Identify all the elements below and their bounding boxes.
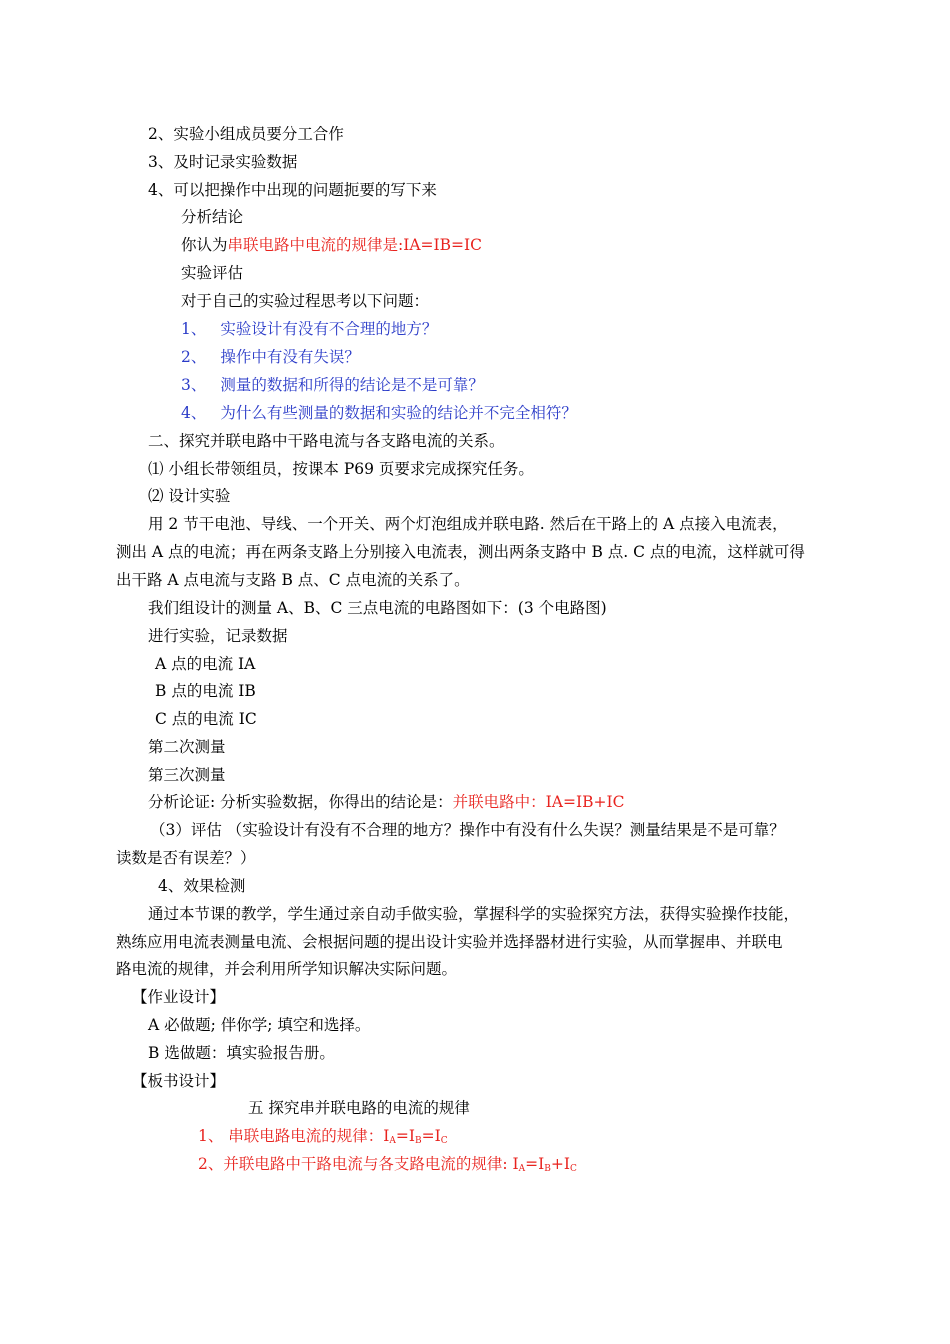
text-span: 2、并联电路中干路电流与各支路电流的规律: I — [198, 1155, 519, 1173]
paragraph-line: 用 2 节干电池、导线、一个开关、两个灯泡组成并联电路. 然后在干路上的 A 点接入电流表， — [148, 515, 788, 533]
text-line: A 必做题; 伴你学; 填空和选择。 — [148, 1016, 371, 1034]
text-line: 读数是否有误差？） — [116, 849, 256, 867]
subscript: A — [389, 1136, 396, 1146]
subscript: C — [440, 1136, 448, 1146]
question-number: 3、 — [181, 376, 207, 394]
section-heading: 分析结论 — [181, 208, 244, 226]
question-item — [181, 375, 484, 395]
board-item-parallel — [198, 1154, 577, 1179]
question-item — [181, 403, 577, 423]
data-row-label: 第二次测量 — [148, 738, 226, 756]
data-row-label: A 点的电流 IA — [155, 655, 256, 673]
data-row-label: 第三次测量 — [148, 766, 226, 784]
paragraph-line: 熟练应用电流表测量电流、会根据问题的提出设计实验并选择器材进行实验，从而掌握串、并联电 — [116, 933, 783, 951]
data-row-label: B 点的电流 IB — [155, 682, 256, 700]
question-item — [181, 319, 437, 339]
text-line: 2、实验小组成员要分工合作 — [148, 125, 344, 143]
section-heading: 实验评估 — [181, 264, 244, 282]
subscript: A — [518, 1164, 526, 1174]
text-line: ⑴ 小组长带领组员，按课本 P69 页要求完成探究任务。 — [148, 460, 534, 478]
text-line: B 选做题：填实验报告册。 — [148, 1044, 335, 1062]
text-span: =I — [525, 1155, 545, 1173]
question-text: 操作中有没有失误？ — [220, 348, 360, 366]
text-line: 4、可以把操作中出现的问题扼要的写下来 — [148, 181, 437, 199]
question-number: 1、 — [181, 320, 207, 338]
question-text: 测量的数据和所得的结论是不是可靠？ — [220, 376, 484, 394]
section-heading: 【板书设计】 — [132, 1072, 226, 1090]
section-heading: 4、效果检测 — [158, 877, 246, 895]
text-line: 我们组设计的测量 A、B、C 三点电流的电路图如下：(3 个电路图) — [148, 599, 607, 617]
paragraph-line: 通过本节课的教学，学生通过亲自动手做实验，掌握科学的实验探究方法，获得实验操作技能， — [148, 905, 800, 923]
question-text: 实验设计有没有不合理的地方？ — [220, 320, 438, 338]
board-item-series — [198, 1126, 448, 1151]
section-heading: 【作业设计】 — [132, 988, 226, 1006]
question-text: 为什么有些测量的数据和实验的结论并不完全相符？ — [220, 404, 577, 422]
question-item — [181, 347, 360, 367]
subscript: B — [415, 1136, 422, 1146]
paragraph-line: 路电流的规律，并会利用所学知识解决实际问题。 — [116, 960, 458, 978]
data-row-label: C 点的电流 IC — [155, 710, 257, 728]
text-line — [181, 235, 482, 255]
question-number: 2、 — [181, 348, 207, 366]
text-line: 3、及时记录实验数据 — [148, 153, 298, 171]
text-span: =I — [421, 1127, 441, 1145]
text-line: （3）评估 （实验设计有没有不合理的地方？操作中有没有什么失误？测量结果是不是可靠？ — [150, 821, 785, 839]
text-line: 对于自己的实验过程思考以下问题： — [181, 292, 430, 310]
paragraph-line: 测出 A 点的电流；再在两条支路上分别接入电流表，测出两条支路中 B 点. C 点的电流，这样就可得 — [116, 543, 805, 561]
section-heading: 二、探究并联电路中干路电流与各支路电流的关系。 — [148, 432, 505, 450]
subscript: C — [570, 1164, 577, 1174]
text-span: 你认为 — [181, 236, 228, 254]
text-span: 1、 串联电路电流的规律：I — [198, 1127, 390, 1145]
paragraph-line: 出干路 A 点电流与支路 B 点、C 点电流的关系了。 — [116, 571, 470, 589]
text-line — [148, 792, 624, 812]
board-title: 五 探究串并联电路的电流的规律 — [248, 1099, 470, 1117]
text-span: 分析论证: 分析实验数据，你得出的结论是： — [148, 793, 453, 811]
text-line: 进行实验，记录数据 — [148, 627, 288, 645]
question-number: 4、 — [181, 404, 207, 422]
subscript: B — [544, 1164, 551, 1174]
series-law-highlight: 串联电路中电流的规律是:IA=IB=IC — [227, 236, 483, 254]
text-line: ⑵ 设计实验 — [148, 487, 231, 505]
parallel-law-highlight: 并联电路中：IA=IB+IC — [452, 793, 625, 811]
text-span: +I — [550, 1155, 571, 1173]
text-span: =I — [395, 1127, 416, 1145]
